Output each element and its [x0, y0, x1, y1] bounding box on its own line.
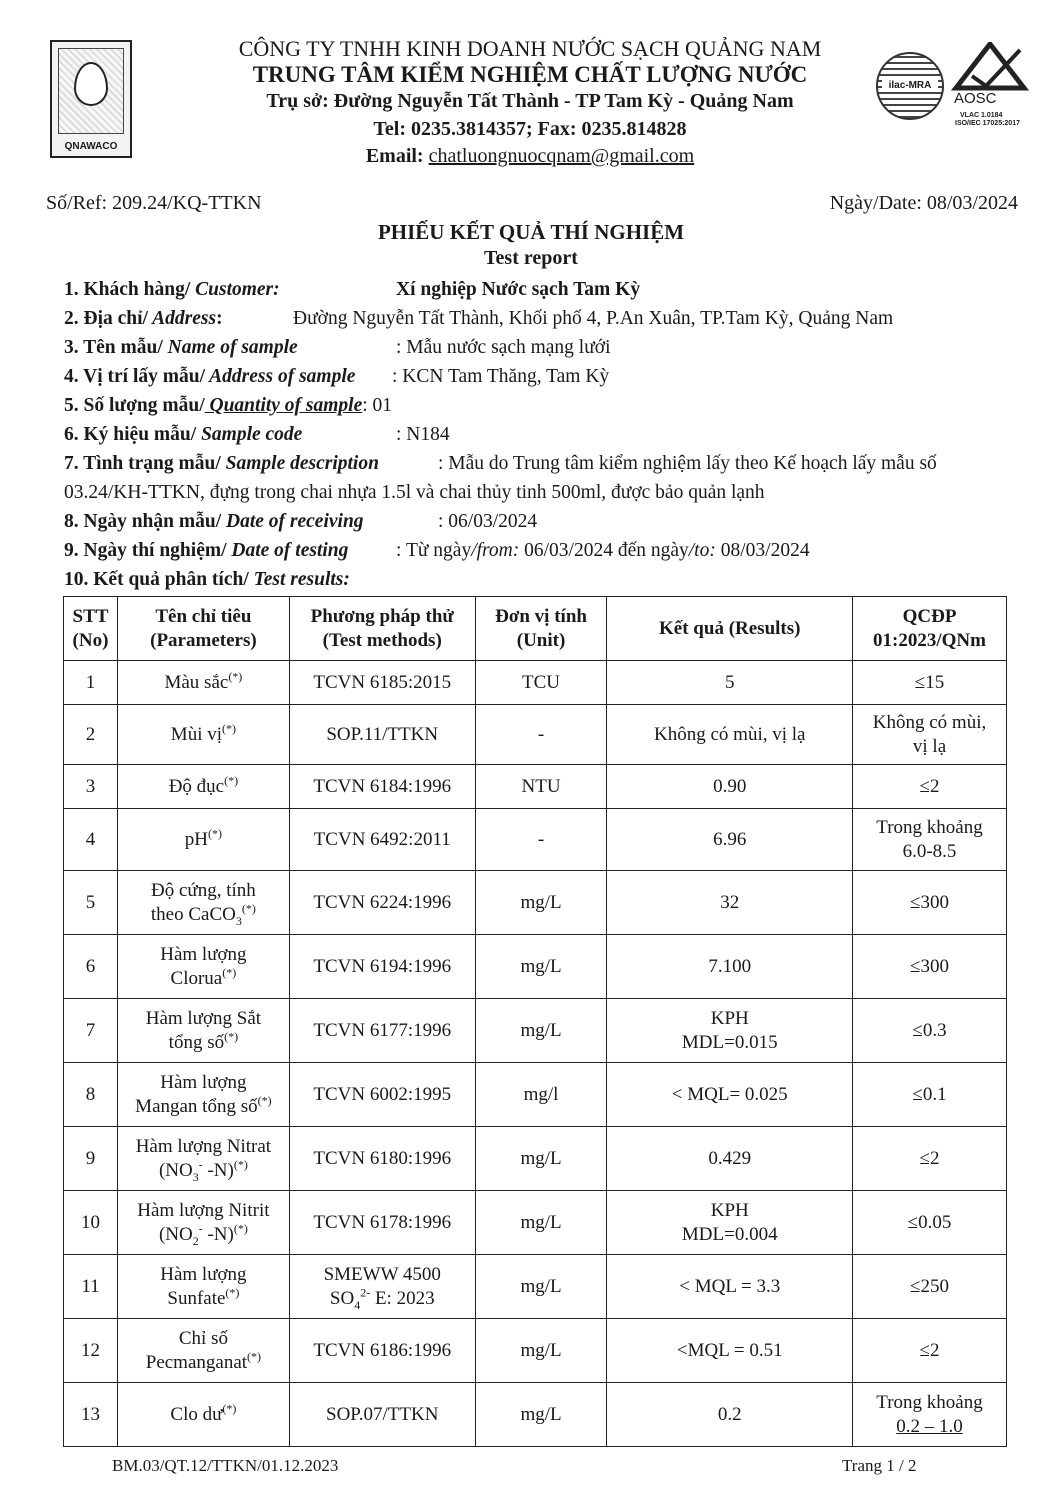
- cell-unit: -: [475, 705, 607, 765]
- ilac-mra-logo: [876, 52, 944, 120]
- cell-parameter: Hàm lượng Nitrit ($NO_2^-$ -N)(*): [117, 1191, 289, 1255]
- cell-parameter: Độ cứng, tính theo CaCO$_3$(*): [117, 871, 289, 935]
- form-code: BM.03/QT.12/TTKN/01.12.2023: [112, 1456, 339, 1475]
- testing-from-label: : Từ ngày: [396, 540, 472, 561]
- company-logo: [50, 40, 132, 158]
- cell-limit: ≤300: [853, 935, 1007, 999]
- testing-from-value: 06/03/2024 đến ngày: [519, 540, 689, 561]
- sample-code-label: 6. Ký hiệu mẫu/: [64, 424, 197, 445]
- cell-unit: mg/L: [475, 1383, 607, 1447]
- cell-parameter: Màu sắc(*): [117, 661, 289, 705]
- cell-method: TCVN 6177:1996: [289, 999, 475, 1063]
- results-heading: [64, 565, 350, 594]
- cell-no: 9: [64, 1127, 118, 1191]
- cell-unit: mg/L: [475, 1319, 607, 1383]
- address-label-en: Address: [147, 308, 217, 329]
- results-label-en: Test results:: [248, 569, 350, 590]
- header-results: Kết quả (Results): [607, 597, 853, 661]
- receiving-date-label: 8. Ngày nhận mẫu/: [64, 511, 222, 532]
- sample-description-label: 7. Tình trạng mẫu/: [64, 453, 221, 474]
- cell-no: 4: [64, 809, 118, 871]
- cell-method: TCVN 6184:1996: [289, 765, 475, 809]
- company-phone: Tel: 0235.3814357; Fax: 0235.814828: [373, 118, 687, 140]
- cell-result: 0.2: [607, 1383, 853, 1447]
- company-email-line: [160, 145, 900, 168]
- cell-limit: Trong khoảng 6.0-8.5: [853, 809, 1007, 871]
- cell-limit: ≤2: [853, 1319, 1007, 1383]
- cell-no: 3: [64, 765, 118, 809]
- cell-result: KPH MDL=0.015: [607, 999, 853, 1063]
- company-address: Trụ sở: Đường Nguyễn Tất Thành - TP Tam Kỳ - Quảng Nam: [266, 90, 794, 112]
- cell-no: 6: [64, 935, 118, 999]
- cell-limit: Không có mùi, vị lạ: [853, 705, 1007, 765]
- header-no: STT (No): [64, 597, 118, 661]
- cell-no: 13: [64, 1383, 118, 1447]
- email-link[interactable]: chatluongnuocqnam@gmail.com: [428, 145, 695, 167]
- table-row: [64, 765, 1007, 809]
- email-label: Email:: [365, 145, 429, 167]
- sample-description-value-2: 03.24/KH-TTKN, đựng trong chai nhựa 1.5l và chai thủy tinh 500ml, được bảo quản lạnh: [64, 482, 765, 503]
- center-name: TRUNG TÂM KIỂM NGHIỆM CHẤT LƯỢNG NƯỚC: [252, 62, 808, 87]
- cell-limit: ≤250: [853, 1255, 1007, 1319]
- cell-method: SOP.11/TTKN: [289, 705, 475, 765]
- table-row: [64, 809, 1007, 871]
- cell-no: 10: [64, 1191, 118, 1255]
- table-row: [64, 1255, 1007, 1319]
- cell-parameter: Hàm lượng Clorua(*): [117, 935, 289, 999]
- cell-parameter: pH(*): [117, 809, 289, 871]
- report-subtitle: Test report: [484, 247, 578, 269]
- customer-label-en: Customer:: [190, 279, 280, 300]
- sample-code-line: [64, 420, 302, 449]
- testing-date-line: [64, 536, 348, 565]
- table-row: [64, 1383, 1007, 1447]
- cell-no: 8: [64, 1063, 118, 1127]
- cell-unit: mg/L: [475, 1191, 607, 1255]
- customer-label: 1. Khách hàng/: [64, 279, 191, 300]
- cell-limit: ≤2: [853, 765, 1007, 809]
- sample-location-label: 4. Vị trí lấy mẫu/: [64, 366, 206, 387]
- sample-description-line: [64, 449, 379, 478]
- cell-method: SOP.07/TTKN: [289, 1383, 475, 1447]
- cell-parameter: Chỉ số Pecmanganat(*): [117, 1319, 289, 1383]
- header-unit: Đơn vị tính (Unit): [475, 597, 607, 661]
- table-row: [64, 935, 1007, 999]
- cell-limit: ≤300: [853, 871, 1007, 935]
- water-drop-icon: [74, 62, 108, 106]
- table-row: [64, 1063, 1007, 1127]
- cell-method: TCVN 6178:1996: [289, 1191, 475, 1255]
- sample-description-value-1: : Mẫu do Trung tâm kiểm nghiệm lấy theo Kế hoạch lấy mẫu số: [438, 453, 937, 474]
- cell-result: 0.429: [607, 1127, 853, 1191]
- cell-method: TCVN 6194:1996: [289, 935, 475, 999]
- testing-date-label: 9. Ngày thí nghiệm/: [64, 540, 227, 561]
- sample-name-value: : Mẫu nước sạch mạng lưới: [396, 337, 611, 358]
- sample-location-line: [64, 362, 355, 391]
- cell-result: <MQL = 0.51: [607, 1319, 853, 1383]
- testing-date-value: [396, 536, 810, 565]
- cell-limit: ≤0.05: [853, 1191, 1007, 1255]
- testing-date-label-en: Date of testing: [226, 540, 349, 561]
- sample-name-line: [64, 333, 298, 362]
- sample-location-value: : KCN Tam Thăng, Tam Kỳ: [392, 366, 610, 387]
- reference-number: Số/Ref: 209.24/KQ-TTKN: [46, 192, 262, 214]
- cell-parameter: Hàm lượng Nitrat ($NO_3^-$ -N)(*): [117, 1127, 289, 1191]
- cell-unit: TCU: [475, 661, 607, 705]
- cell-unit: mg/L: [475, 871, 607, 935]
- address-label: 2. Địa chỉ/: [64, 308, 148, 329]
- sample-quantity-label-en: Quantity of sample: [204, 395, 363, 416]
- cell-parameter: Mùi vị(*): [117, 705, 289, 765]
- cell-result: 6.96: [607, 809, 853, 871]
- page-number: Trang 1 / 2: [842, 1456, 917, 1475]
- table-row: [64, 661, 1007, 705]
- cell-result: Không có mùi, vị lạ: [607, 705, 853, 765]
- cell-result: 32: [607, 871, 853, 935]
- address-line: 2. Địa chỉ/ Address:: [64, 308, 223, 329]
- cell-result: < MQL= 0.025: [607, 1063, 853, 1127]
- table-row: [64, 705, 1007, 765]
- cell-result: < MQL = 3.3: [607, 1255, 853, 1319]
- report-date: Ngày/Date: 08/03/2024: [829, 192, 1018, 214]
- header-standard: QCĐP 01:2023/QNm: [853, 597, 1007, 661]
- report-title: PHIẾU KẾT QUẢ THÍ NGHIỆM: [377, 220, 685, 244]
- ilac-logo-text: ilac-MRA: [882, 80, 938, 91]
- sample-location-label-en: Address of sample: [205, 366, 356, 387]
- sample-quantity-value: : 01: [362, 395, 393, 416]
- cell-result: 7.100: [607, 935, 853, 999]
- cell-result: 0.90: [607, 765, 853, 809]
- cell-limit: ≤0.1: [853, 1063, 1007, 1127]
- testing-to-label-en: /to:: [688, 540, 716, 561]
- cell-method: TCVN 6180:1996: [289, 1127, 475, 1191]
- cell-limit: ≤15: [853, 661, 1007, 705]
- cell-no: 7: [64, 999, 118, 1063]
- iso-text: ISO/IEC 17025:2017: [955, 120, 1020, 127]
- cell-unit: mg/L: [475, 1127, 607, 1191]
- receiving-date-value: : 06/03/2024: [438, 511, 538, 532]
- cell-method: TCVN 6002:1995: [289, 1063, 475, 1127]
- header-test-methods: Phương pháp thử (Test methods): [289, 597, 475, 661]
- table-row: [64, 1319, 1007, 1383]
- cell-method: TCVN 6492:2011: [289, 809, 475, 871]
- customer-value: Xí nghiệp Nước sạch Tam Kỳ: [396, 279, 641, 300]
- sample-code-label-en: Sample code: [196, 424, 303, 445]
- cell-limit: Trong khoảng 0.2 – 1.0: [853, 1383, 1007, 1447]
- table-row: [64, 1191, 1007, 1255]
- sample-name-label-en: Name of sample: [162, 337, 298, 358]
- sample-name-label: 3. Tên mẫu/: [64, 337, 163, 358]
- results-table: [63, 596, 1007, 1447]
- receiving-date-line: [64, 507, 364, 536]
- cell-result: 5: [607, 661, 853, 705]
- table-row: [64, 1127, 1007, 1191]
- cell-method: SMEWW 4500 $SO_4^{2-}$ E: 2023: [289, 1255, 475, 1319]
- aosc-triangle-icon: [950, 42, 1030, 92]
- company-name: CÔNG TY TNHH KINH DOANH NƯỚC SẠCH QUẢNG NAM: [238, 36, 822, 61]
- cell-unit: mg/L: [475, 999, 607, 1063]
- table-row: [64, 999, 1007, 1063]
- cell-unit: mg/L: [475, 1255, 607, 1319]
- cell-no: 11: [64, 1255, 118, 1319]
- table-row: [64, 871, 1007, 935]
- sample-code-value: : N184: [396, 424, 450, 445]
- results-label: 10. Kết quả phân tích/: [64, 569, 249, 590]
- receiving-date-label-en: Date of receiving: [221, 511, 364, 532]
- cell-method: TCVN 6224:1996: [289, 871, 475, 935]
- cell-no: 2: [64, 705, 118, 765]
- cell-unit: mg/L: [475, 935, 607, 999]
- testing-to-value: 08/03/2024: [715, 540, 810, 561]
- cell-result: KPH MDL=0.004: [607, 1191, 853, 1255]
- header-parameters: Tên chỉ tiêu (Parameters): [117, 597, 289, 661]
- cell-parameter: Hàm lượng Sunfate(*): [117, 1255, 289, 1319]
- customer-line: [64, 275, 280, 304]
- cell-parameter: Hàm lượng Mangan tổng số(*): [117, 1063, 289, 1127]
- sample-quantity-line: [64, 391, 392, 420]
- cell-unit: mg/l: [475, 1063, 607, 1127]
- cell-unit: -: [475, 809, 607, 871]
- cell-no: 12: [64, 1319, 118, 1383]
- cell-limit: ≤0.3: [853, 999, 1007, 1063]
- cell-no: 1: [64, 661, 118, 705]
- address-value: Đường Nguyễn Tất Thành, Khối phố 4, P.An Xuân, TP.Tam Kỳ, Quảng Nam: [293, 308, 894, 329]
- cell-parameter: Clo dư(*): [117, 1383, 289, 1447]
- vlac-text: VLAC 1.0184: [960, 112, 1003, 119]
- sample-quantity-label: 5. Số lượng mẫu/: [64, 395, 205, 416]
- aosc-logo-text: AOSC: [954, 90, 997, 107]
- table-header-row: [64, 597, 1007, 661]
- sample-description-label-en: Sample description: [220, 453, 379, 474]
- cell-method: TCVN 6186:1996: [289, 1319, 475, 1383]
- cell-parameter: Hàm lượng Sắt tổng số(*): [117, 999, 289, 1063]
- cell-method: TCVN 6185:2015: [289, 661, 475, 705]
- cell-unit: NTU: [475, 765, 607, 809]
- aosc-logo: [950, 42, 1030, 132]
- testing-from-label-en: /from:: [471, 540, 520, 561]
- logo-text: QNAWACO: [64, 141, 118, 152]
- cell-limit: ≤2: [853, 1127, 1007, 1191]
- cell-no: 5: [64, 871, 118, 935]
- cell-parameter: Độ đục(*): [117, 765, 289, 809]
